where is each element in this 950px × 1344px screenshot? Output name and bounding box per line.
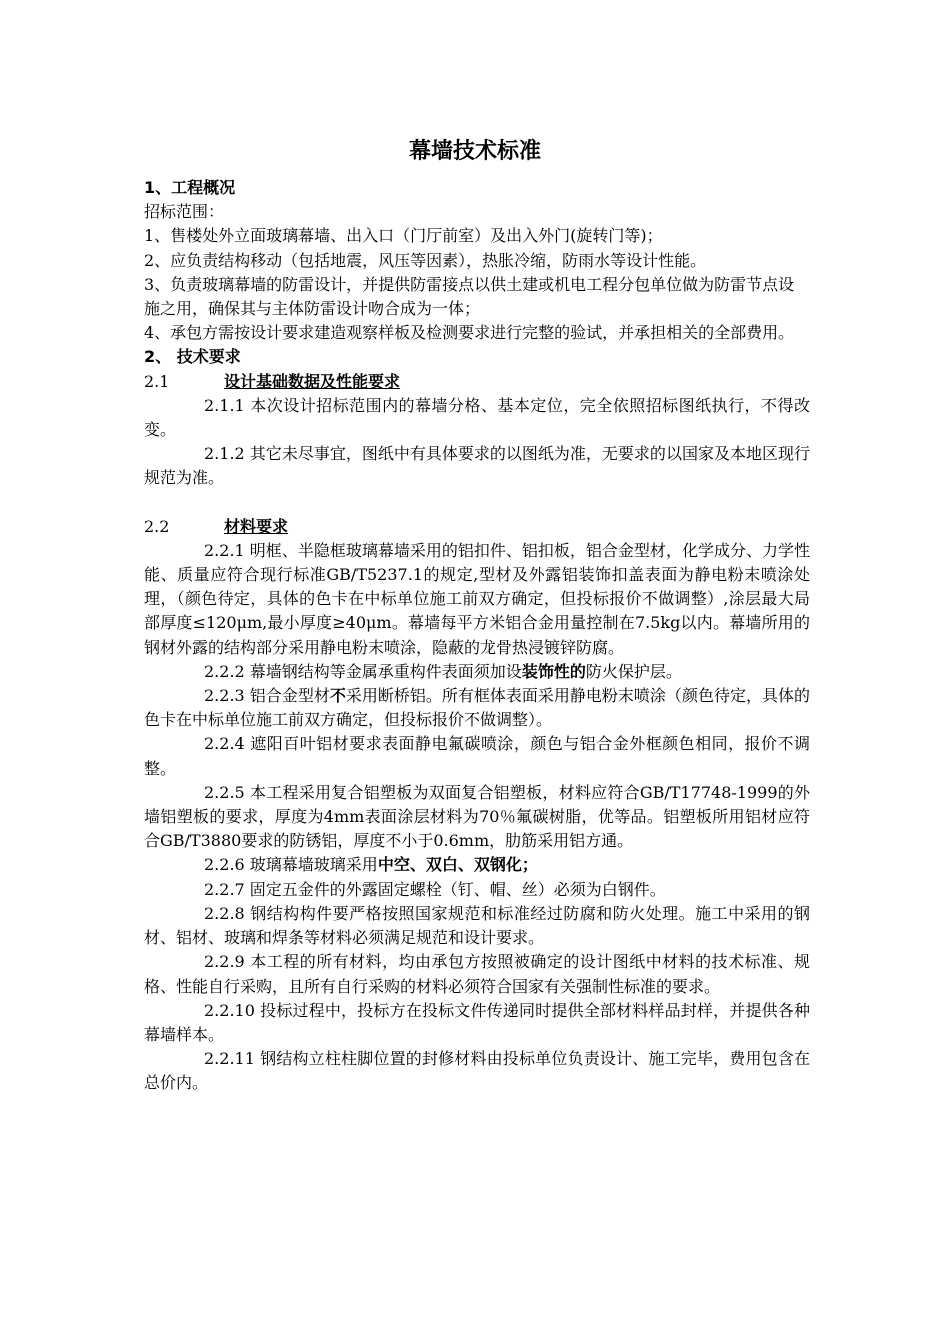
clause-2-2-2-text-a: 2.2.2 幕墙钢结构等金属承重构件表面须加设 bbox=[204, 661, 522, 681]
clause-2-1-1: 2.1.1 本次设计招标范围内的幕墙分格、基本定位，完全依照招标图纸执行，不得改变。 bbox=[144, 395, 810, 440]
blank-line bbox=[144, 491, 810, 515]
document-title: 幕墙技术标准 bbox=[408, 139, 541, 164]
clause-2-2-6 bbox=[144, 853, 810, 877]
section-2-1-title: 设计基础数据及性能要求 bbox=[224, 371, 401, 391]
clause-2-2-11: 2.2.11 钢结构立柱柱脚位置的封修材料由投标单位负责设计、施工完毕，费用包含在总价内。 bbox=[144, 1049, 810, 1093]
clause-2-2-6-emphasis: 中空、双白、双钢化； bbox=[377, 855, 538, 875]
clause-2-2-5: 2.2.5 本工程采用复合铝塑板为双面复合铝塑板，材料应符合GB/T17748-1999的外墙铝塑板的要求，厚度为4mm表面涂层材料为70％氟碳树脂，优等品。铝塑板所用铝材应符合GB/T3880要求的防锈铝，厚度不小于0.6mm，肋筋采用铝方通。 bbox=[144, 782, 810, 851]
clause-2-2-6-text-a: 2.2.6 玻璃幕墙玻璃采用 bbox=[204, 855, 378, 875]
clause-2-2-3-emphasis: 不 bbox=[329, 686, 346, 706]
section-2-heading: 2、 技术要求 bbox=[144, 347, 241, 367]
section-1-heading: 1、工程概况 bbox=[144, 178, 236, 197]
clause-2-2-3-text-b: 采用断桥铝。所有框体表面采用静电粉末喷涂（颜色待定，具体的色卡在中标单位施工前双方确定，但投标报价不做调整）。 bbox=[144, 686, 810, 730]
clause-2-2-8: 2.2.8 钢结构构件要严格按照国家规范和标准经过防腐和防火处理。施工中采用的钢材、铝材、玻璃和焊条等材料必须满足规范和设计要求。 bbox=[144, 903, 810, 948]
clause-2-2-7: 2.2.7 固定五金件的外露固定螺栓（钉、帽、丝）必须为白钢件。 bbox=[204, 879, 666, 899]
clause-2-2-3-text-a: 2.2.3 铝合金型材 bbox=[204, 686, 330, 706]
scope-item-4: 4、承包方需按设计要求建造观察样板及检测要求进行完整的验试，并承担相关的全部费用。 bbox=[144, 323, 795, 343]
section-2-2-heading bbox=[144, 515, 810, 539]
section-2-2-number: 2.2 bbox=[144, 516, 170, 536]
section-2-1-heading bbox=[144, 370, 810, 394]
clause-2-2-3 bbox=[144, 684, 810, 732]
clause-2-1-2: 2.1.2 其它未尽事宜，图纸中有具体要求的以图纸为准，无要求的以国家及本地区现行规范为准。 bbox=[144, 444, 810, 488]
clause-2-2-2-text-b: 防火保护层。 bbox=[585, 661, 682, 681]
clause-2-2-2-emphasis: 装饰性的 bbox=[521, 661, 586, 681]
clause-2-2-10: 2.2.10 投标过程中，投标方在投标文件传递同时提供全部材料样品封样，并提供各种幕墙样本。 bbox=[144, 1000, 810, 1044]
clause-2-2-9: 2.2.9 本工程的所有材料，均由承包方按照被确定的设计图纸中材料的技术标准、规格、性能自行采购，且所有自行采购的材料必须符合国家有关强制性标准的要求。 bbox=[144, 952, 810, 996]
scope-label: 招标范围： bbox=[144, 202, 225, 222]
section-2-1-number: 2.1 bbox=[144, 371, 170, 391]
clause-2-2-1: 2.2.1 明框、半隐框玻璃幕墙采用的铝扣件、铝扣板，铝合金型材，化学成分、力学性能、质量应符合现行标准GB/T5237.1的规定,型材及外露铝装饰扣盖表面为静电粉末喷涂处理，（颜色待定，具体的色卡在中标单位施工前双方确定，但投标报价不做调整）,涂层最大局部厚度≤120μm,最小厚度≥40μm。幕墙每平方米铝合金用量控制在7.5kg以内。幕墙所用的钢材外露的结构部分采用静电粉末喷涂，隐蔽的龙骨热浸镀锌防腐。 bbox=[144, 540, 810, 657]
clause-2-2-4: 2.2.4 遮阳百叶铝材要求表面静电氟碳喷涂，颜色与铝合金外框颜色相同，报价不调整。 bbox=[144, 734, 810, 778]
section-2-2-title: 材料要求 bbox=[224, 516, 289, 536]
clause-2-2-2 bbox=[144, 660, 810, 684]
scope-item-2: 2、应负责结构移动（包括地震，风压等因素），热胀冷缩，防雨水等设计性能。 bbox=[144, 250, 707, 270]
document-body bbox=[144, 176, 810, 1096]
scope-item-3: 3、负责玻璃幕墙的防雷设计，并提供防雷接点以供土建或机电工程分包单位做为防雷节点设施之用，确保其与主体防雷设计吻合成为一体； bbox=[144, 274, 795, 319]
scope-item-1: 1、售楼处外立面玻璃幕墙、出入口（门厅前室）及出入外门(旋转门等)； bbox=[144, 226, 663, 246]
